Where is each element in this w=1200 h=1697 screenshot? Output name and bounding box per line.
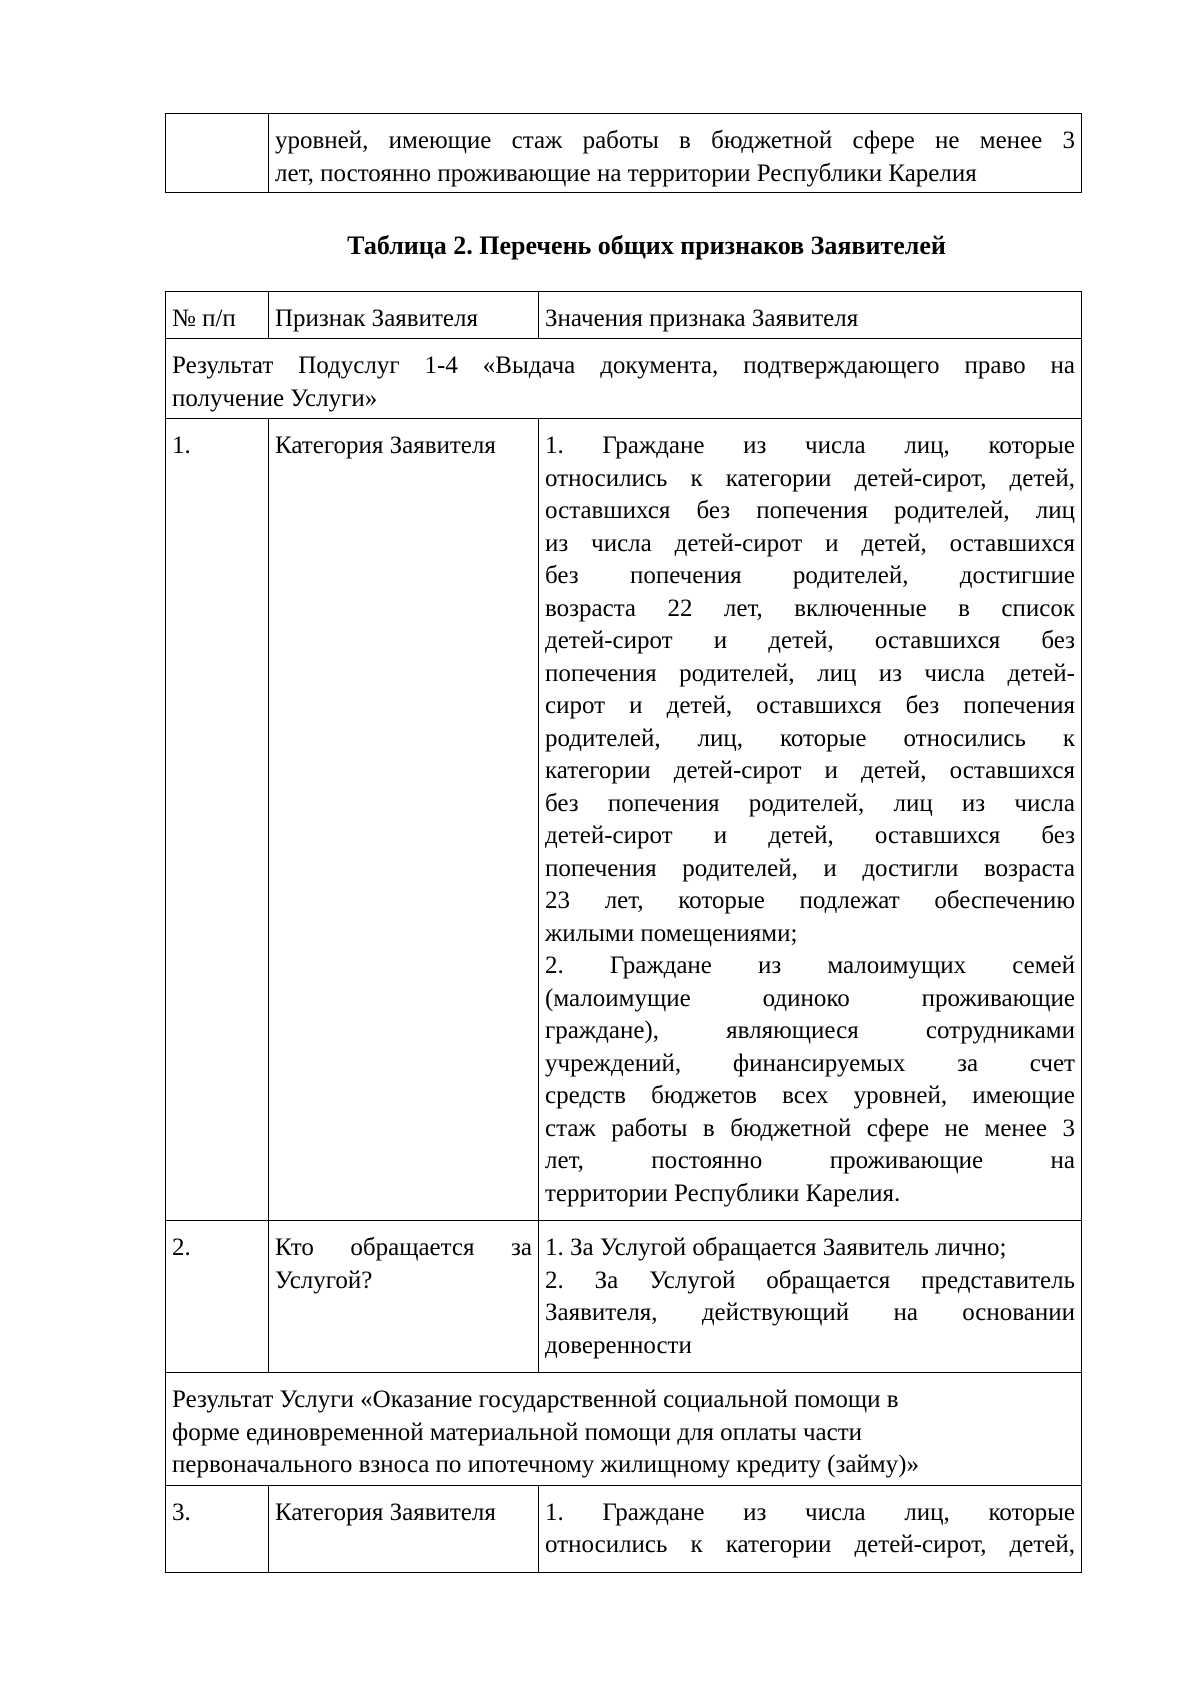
text-line: относились к категории детей-сирот, детей,: [545, 464, 1075, 492]
text-line: средств бюджетов всех уровней, имеющие: [545, 1082, 1075, 1109]
continuation-text: [269, 114, 1082, 193]
text-line: родителей, лиц, которые относились к: [545, 724, 1075, 752]
row-num: 3.: [166, 1485, 269, 1572]
text-line: из числа детей-сирот и детей, оставшихся: [545, 529, 1075, 557]
text-line: категории детей-сирот и детей, оставшихся: [545, 757, 1075, 784]
text-line: лет, постоянно проживающие на территории Республики Карелия: [275, 159, 977, 187]
text-line: уровней, имеющие стаж работы в бюджетной сфере не менее 3: [275, 127, 1075, 154]
text-line: сирот и детей, оставшихся без попечения: [545, 692, 1075, 719]
text-line: учреждений, финансируемых за счет: [545, 1049, 1075, 1077]
text-line: лет, постоянно проживающие на: [545, 1147, 1075, 1174]
continuation-table: [165, 113, 1082, 193]
text-line: детей-сирот и детей, оставшихся без: [545, 822, 1075, 849]
text-line: возраста 22 лет, включенные в список: [545, 594, 1075, 622]
applicant-features-table: [165, 291, 1082, 1573]
row-value: [539, 1485, 1082, 1572]
text-line: относились к категории детей-сирот, детей,: [545, 1531, 1075, 1558]
section-row: [166, 1373, 1082, 1486]
text-line: (малоимущие одиноко проживающие: [545, 984, 1075, 1012]
row-value: [539, 419, 1082, 1221]
table-header-row: [166, 292, 1082, 339]
text-line: получение Услуги»: [172, 384, 378, 412]
row-value: [539, 1221, 1082, 1373]
table-row: [166, 114, 1082, 193]
text-line: 2. Граждане из малоимущих семей: [545, 952, 1075, 979]
text-line: 23 лет, которые подлежат обеспечению: [545, 887, 1075, 914]
header-num: № п/п: [166, 292, 269, 339]
text-line: жилыми помещениями;: [545, 919, 798, 947]
text-line: Заявителя, действующий на основании: [545, 1299, 1075, 1326]
text-line: доверенности: [545, 1331, 692, 1359]
text-line: территории Республики Карелия.: [545, 1179, 901, 1207]
table-row: [166, 1221, 1082, 1373]
text-line: 1. Граждане из числа лиц, которые: [545, 1498, 1075, 1526]
text-line: 1. За Услугой обращается Заявитель лично;: [545, 1234, 1007, 1261]
empty-cell: [166, 114, 269, 193]
text-line: попечения родителей, и достигли возраста: [545, 854, 1075, 882]
section-title: [166, 1373, 1082, 1486]
row-feature: [269, 1221, 539, 1373]
text-line: первоначального взноса по ипотечному жилищному кредиту (займу)»: [172, 1451, 919, 1478]
table-row: [166, 419, 1082, 1221]
table-caption: Таблица 2. Перечень общих признаков Заявителей: [347, 231, 946, 260]
text-line: граждане), являющиеся сотрудниками: [545, 1017, 1075, 1044]
text-line: детей-сирот и детей, оставшихся без: [545, 627, 1075, 654]
text-line: 2. За Услугой обращается представитель: [545, 1266, 1075, 1294]
text-line: форме единовременной материальной помощи для оплаты части: [172, 1418, 863, 1446]
header-feature: Признак Заявителя: [269, 292, 539, 339]
header-value: Значения признака Заявителя: [539, 292, 1082, 339]
row-feature: Категория Заявителя: [269, 419, 539, 1221]
text-line: Кто обращается за: [275, 1234, 532, 1261]
text-line: попечения родителей, лиц из числа детей-: [545, 659, 1075, 687]
row-num: 2.: [166, 1221, 269, 1373]
text-line: стаж работы в бюджетной сфере не менее 3: [545, 1114, 1075, 1142]
text-line: Результат Подуслуг 1-4 «Выдача документа, подтверждающего право на: [172, 352, 1075, 379]
row-num: 1.: [166, 419, 269, 1221]
text-line: оставшихся без попечения родителей, лиц: [545, 497, 1075, 524]
text-line: 1. Граждане из числа лиц, которые: [545, 432, 1075, 459]
text-line: без попечения родителей, достигшие: [545, 562, 1075, 589]
text-line: без попечения родителей, лиц из числа: [545, 789, 1075, 817]
text-line: Услугой?: [275, 1266, 373, 1294]
section-title: [166, 339, 1082, 419]
text-line: Результат Услуги «Оказание государственной социальной помощи в: [172, 1386, 899, 1413]
table-row: [166, 1485, 1082, 1572]
row-feature: Категория Заявителя: [269, 1485, 539, 1572]
section-row: [166, 339, 1082, 419]
